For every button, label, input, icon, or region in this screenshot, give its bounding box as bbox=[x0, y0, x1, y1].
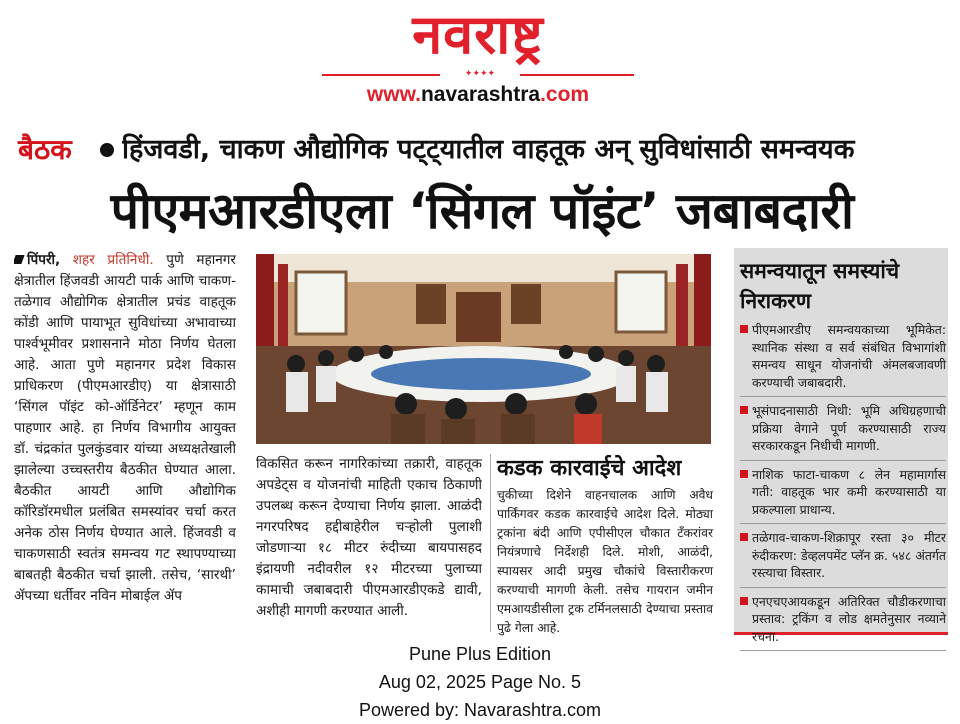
website-url[interactable] bbox=[322, 82, 634, 108]
sidebar-item-text: पीएमआरडीए समन्वयकाच्या भूमिकेत: स्थानिक संस्था व सर्व संबंधित विभागांशी समन्वय साधून योजनांची अंमलबजावणी करण्याची जबाबदारी. bbox=[752, 322, 946, 390]
red-square-icon bbox=[740, 533, 748, 541]
url-domain: navarashtra bbox=[420, 83, 541, 106]
subheadline: हिंजवडी, चाकण औद्योगिक पट्ट्यातील वाहतूक अन् सुविधांसाठी समन्वयक bbox=[122, 134, 855, 165]
page-footer bbox=[0, 640, 960, 724]
edition-label: Pune Plus Edition bbox=[408, 644, 552, 664]
sidebar-list bbox=[740, 320, 946, 655]
url-suffix: .com bbox=[540, 83, 590, 106]
dateline-source: शहर प्रतिनिधी. bbox=[72, 252, 154, 268]
action-box-body: चुकीच्या दिशेने वाहनचालक आणि अवैध पार्किंगवर कडक कारवाईचे आदेश दिले. मोठ्या ट्रकांना बंदी आणि एपीसीएल चौकात टँकरांवर नियंत्रणाचे निर्देशही दिले. मोशी, आळंदी, स्पायसर आदी प्रमुख चौकांचे विस्तारीकरण करण्याची मागणी केली. तसेच गायरान जमीन एमआयडीसीला ट्रक टर्मिनलसाठी देण्याचा प्रस्ताव पुढे गेला आहे. bbox=[497, 488, 713, 635]
date-page-label: Aug 02, 2025 Page No. 5 bbox=[378, 672, 582, 692]
sidebar-item bbox=[740, 401, 946, 461]
red-square-icon bbox=[740, 325, 748, 333]
powered-by-link[interactable]: Powered by: Navarashtra.com bbox=[358, 700, 602, 720]
article-text-1: पुणे महानगर क्षेत्रातील हिंजवडी आयटी पार्क आणि चाकण-तळेगाव औद्योगिक क्षेत्रातील प्रचंड वाहतूक कोंडी आणि पायाभूत सुविधांच्या अभावाच्या पार्श्वभूमीवर प्रशासनाने मोठा निर्णय घेतला आहे. आता पुणे महानगर प्रदेश विकास प्राधिकरण (पीएमआरडीए) या क्षेत्रासाठी ‘सिंगल पॉइंट को-ऑर्डिनेटर’ म्हणून काम पाहणार आहे. हा निर्णय विभागीय आयुक्त डॉ. चंद्रकांत पुलकुंडवार यांच्या अध्यक्षतेखाली झालेल्या उच्चस्तरीय बैठकीत घेण्यात आला. बैठकीत आयटी आणि औद्योगिक कॉरिडॉरमधील प्रलंबित समस्यांवर चर्चा करत अनेक ठोस निर्णय घेण्यात आले. हिंजवडी व चाकणसाठी स्वतंत्र समन्वय गट स्थापण्याच्या बाबतही बैठकीत चर्चा झाली. तसेच, ‘सारथी’ ॲपच्या धर्तीवर नविन मोबाईल ॲप bbox=[14, 252, 236, 604]
action-box-title: कडक कारवाईचे आदेश bbox=[497, 456, 682, 481]
sidebar-item bbox=[740, 320, 946, 397]
main-headline: पीएमआरडीएला ‘सिंगल पॉइंट’ जबाबदारी bbox=[110, 182, 854, 240]
dateline-icon bbox=[14, 255, 25, 264]
red-square-icon bbox=[740, 470, 748, 478]
article-column-1 bbox=[14, 250, 236, 640]
bullet-icon bbox=[100, 143, 114, 157]
sidebar-title: समन्वयातून समस्यांचे निराकरण bbox=[740, 259, 900, 313]
article-column-2: विकसित करून नागरिकांच्या तक्रारी, वाहतूक अपडेट्स व योजनांची माहिती एकाच ठिकाणी उपलब्ध करून देण्याचा निर्णय झाला. आळंदी नगरपरिषद हद्दीबाहेरील चऱ्होली पुलाशी जोडणाऱ्या १८ मीटर रुंदीच्या बायपासहद इंद्रायणी नदीवरील १२ मीटरच्या पुलाच्या कामाची जबाबदारी पीएमआरडीएकडे द्यावी, अशीही मागणी करण्यात आली. bbox=[256, 456, 482, 619]
sidebar-item-text: भूसंपादनासाठी निधी: भूमि अधिग्रहणाची प्रक्रिया वेगाने पूर्ण करण्यासाठी राज्य सरकारकडून निधीची मागणी. bbox=[752, 403, 946, 453]
red-square-icon bbox=[740, 406, 748, 414]
dateline-place: पिंपरी, bbox=[27, 252, 61, 268]
sidebar-item-text: नाशिक फाटा-चाकण ८ लेन महामार्गास गती: वाहतूक भार कमी करण्यासाठी या प्रकल्पाला प्राधान्य. bbox=[752, 466, 946, 517]
meeting-photo-illustration bbox=[256, 254, 711, 444]
sidebar-item bbox=[740, 465, 946, 525]
meeting-photo bbox=[256, 254, 711, 444]
sidebar-item bbox=[740, 528, 946, 588]
newspaper-logo: नवराष्ट्र bbox=[412, 3, 544, 66]
url-prefix: www. bbox=[366, 83, 421, 106]
kicker-row bbox=[12, 128, 952, 172]
sidebar-item-text: एनएचएआयकडून अतिरिक्त चौडीकरणाचा प्रस्ताव: ट्रकिंग व लोड क्षमतेनुसार नव्याने रचना. bbox=[752, 593, 946, 644]
sidebar-item-text: तळेगाव-चाकण-शिक्रापूर रस्ता ३० मीटर रुंदीकरण: डेव्हलपमेंट प्लॅन क्र. ५४८ अंतर्गत रस्त्याचा विस्तार. bbox=[752, 530, 946, 580]
logo-ornament: ✦✦✦✦ bbox=[440, 68, 520, 80]
kicker-label: बैठक bbox=[18, 133, 72, 166]
highlights-sidebar bbox=[734, 248, 948, 644]
action-box bbox=[490, 454, 714, 635]
masthead bbox=[0, 0, 960, 112]
red-square-icon bbox=[740, 597, 748, 605]
